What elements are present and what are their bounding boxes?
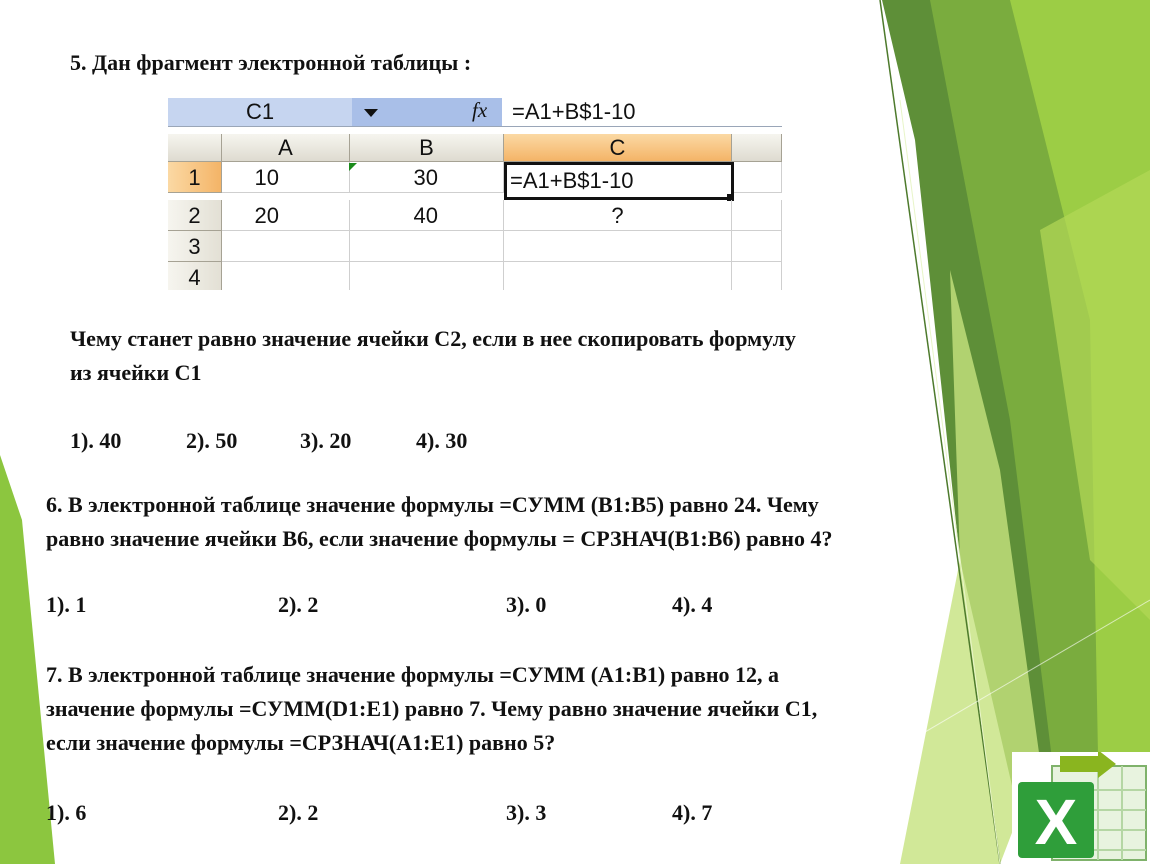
chevron-down-icon[interactable] (364, 109, 378, 117)
row-header-1[interactable]: 1 (168, 162, 222, 193)
cell-d4[interactable] (732, 262, 782, 290)
formula-input[interactable]: =A1+B$1-10 (512, 99, 636, 124)
q6-line1: 6. В электронной таблице значение формулы =СУММ (В1:В5) равно 24. Чему (46, 492, 819, 517)
q7-line1: 7. В электронной таблице значение формулы =СУММ (А1:В1) равно 12, а (46, 662, 780, 687)
q7-line2: значение формулы =СУММ(D1:Е1) равно 7. Чему равно значение ячейки С1, (46, 696, 818, 721)
col-header-d[interactable] (732, 134, 782, 162)
cell-b2[interactable]: 40 (350, 200, 504, 231)
q5-option-1: 1). 40 (70, 428, 122, 453)
q5-option-3: 3). 20 (300, 428, 352, 453)
q6-option-3: 3). 0 (506, 592, 547, 617)
error-indicator-icon (349, 163, 357, 171)
q7-line3: если значение формулы =СРЗНАЧ(А1:Е1) равно 5? (46, 730, 556, 755)
q5-question-line2: из ячейки С1 (70, 360, 202, 385)
cell-c4[interactable] (504, 262, 732, 290)
q7-option-3: 3). 3 (506, 800, 547, 825)
cell-a1[interactable]: 10 (222, 162, 350, 193)
q5-option-4: 4). 30 (416, 428, 468, 453)
cell-d3[interactable] (732, 231, 782, 262)
cell-c3[interactable] (504, 231, 732, 262)
column-headers (168, 134, 782, 162)
q7-option-1: 1). 6 (46, 800, 87, 825)
select-all-corner[interactable] (168, 134, 222, 162)
row-header-3[interactable]: 3 (168, 231, 222, 262)
col-header-c[interactable]: C (504, 134, 732, 162)
q6-option-2: 2). 2 (278, 592, 319, 617)
q6-option-1: 1). 1 (46, 592, 87, 617)
excel-logo-icon (1012, 752, 1150, 864)
row-header-4[interactable]: 4 (168, 262, 222, 290)
cell-c2[interactable]: ? (504, 200, 732, 231)
name-box[interactable] (168, 98, 353, 126)
cell-b1[interactable]: 30 (350, 162, 504, 193)
col-header-a[interactable]: A (222, 134, 350, 162)
name-box-value: C1 (246, 99, 275, 124)
formula-bar (168, 98, 782, 127)
q5-option-2: 2). 50 (186, 428, 238, 453)
col-header-b[interactable]: B (350, 134, 504, 162)
cell-d2[interactable] (732, 200, 782, 231)
fx-icon[interactable]: fx (472, 98, 488, 122)
cell-a4[interactable] (222, 262, 350, 290)
q6-option-4: 4). 4 (672, 592, 713, 617)
q7-option-4: 4). 7 (672, 800, 713, 825)
row-header-2[interactable]: 2 (168, 200, 222, 231)
cell-a3[interactable] (222, 231, 350, 262)
name-box-dropdown[interactable] (352, 98, 502, 126)
cell-b3[interactable] (350, 231, 504, 262)
cell-b4[interactable] (350, 262, 504, 290)
cell-c1[interactable]: =A1+B$1-10 (504, 162, 734, 200)
q5-title: 5. Дан фрагмент электронной таблицы : (70, 50, 472, 75)
q6-line2: равно значение ячейки В6, если значение формулы = СРЗНАЧ(В1:В6) равно 4? (46, 526, 833, 551)
q5-question-line1: Чему станет равно значение ячейки С2, если в нее скопировать формулу (70, 326, 796, 351)
cell-a2[interactable]: 20 (222, 200, 350, 231)
q7-option-2: 2). 2 (278, 800, 319, 825)
cell-d1[interactable] (732, 162, 782, 193)
svg-text:X: X (1034, 786, 1078, 858)
spreadsheet-fragment (168, 98, 782, 290)
